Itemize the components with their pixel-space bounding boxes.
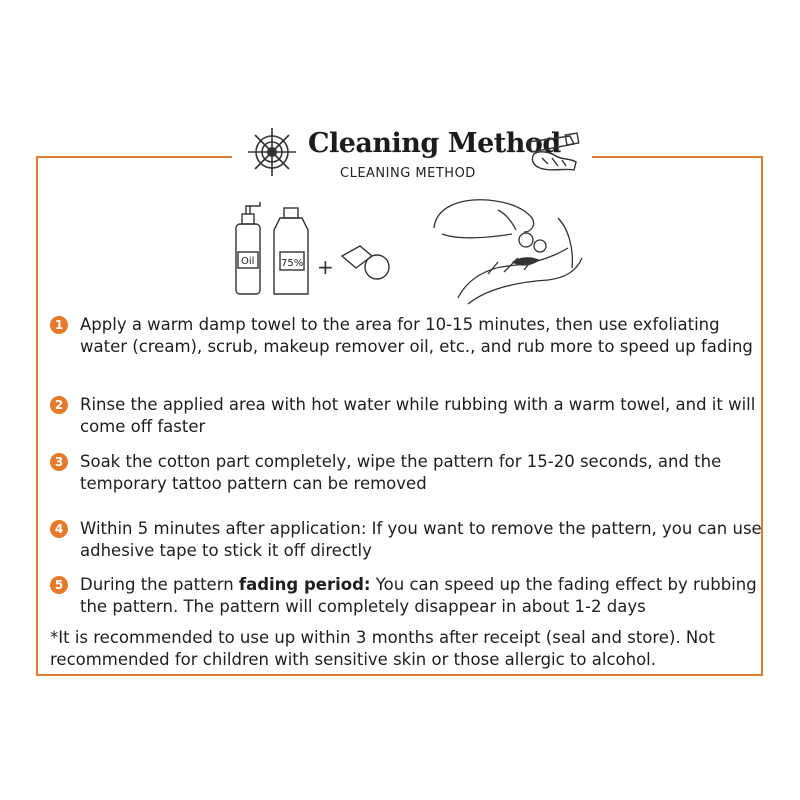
cleaning-supplies-illustration	[230, 200, 410, 300]
step-4	[50, 518, 770, 562]
step-text-bold: fading period:	[238, 575, 371, 594]
plus-sign: +	[317, 255, 334, 279]
step-text: Within 5 minutes after application: If you want to remove the pattern, you can use adhesive tape to stick it off directly	[80, 519, 762, 560]
step-number-badge: 5	[50, 576, 68, 594]
step-number-badge: 3	[50, 453, 68, 471]
step-text: Rinse the applied area with hot water while rubbing with a warm towel, and it will come off faster	[80, 395, 756, 436]
step-number-badge: 4	[50, 520, 68, 538]
step-1	[50, 314, 770, 358]
step-text: Apply a warm damp towel to the area for 10-15 minutes, then use exfoliating water (cream), scrub, makeup remover oil, etc., and rub more to speed up fading	[80, 315, 753, 356]
step-text-after: You can speed up the fading effect by rubbing the pattern. The pattern will completely disappear in about 1-2 days	[80, 575, 757, 616]
step-text: Soak the cotton part completely, wipe the pattern for 15-20 seconds, and the temporary tattoo pattern can be removed	[80, 452, 722, 493]
storage-note: *It is recommended to use up within 3 months after receipt (seal and store). Not recommended for children with sensitive skin or those allergic to alcohol.	[50, 628, 715, 669]
step-number-badge: 2	[50, 396, 68, 414]
hand-wiping-illustration	[428, 188, 588, 310]
page-subtitle: CLEANING METHOD	[340, 166, 476, 181]
cleaning-tool-icon	[520, 128, 582, 174]
step-number-badge: 1	[50, 316, 68, 334]
step-text-before: During the pattern	[80, 575, 239, 594]
step-2	[50, 394, 770, 438]
step-5	[50, 574, 770, 618]
page-title: Cleaning Method	[308, 128, 561, 159]
ship-wheel-icon	[242, 124, 302, 180]
step-3	[50, 451, 770, 495]
step-text	[80, 574, 770, 618]
oil-bottle-label: Oil	[241, 256, 255, 267]
alcohol-bottle-label: 75%	[281, 258, 304, 269]
